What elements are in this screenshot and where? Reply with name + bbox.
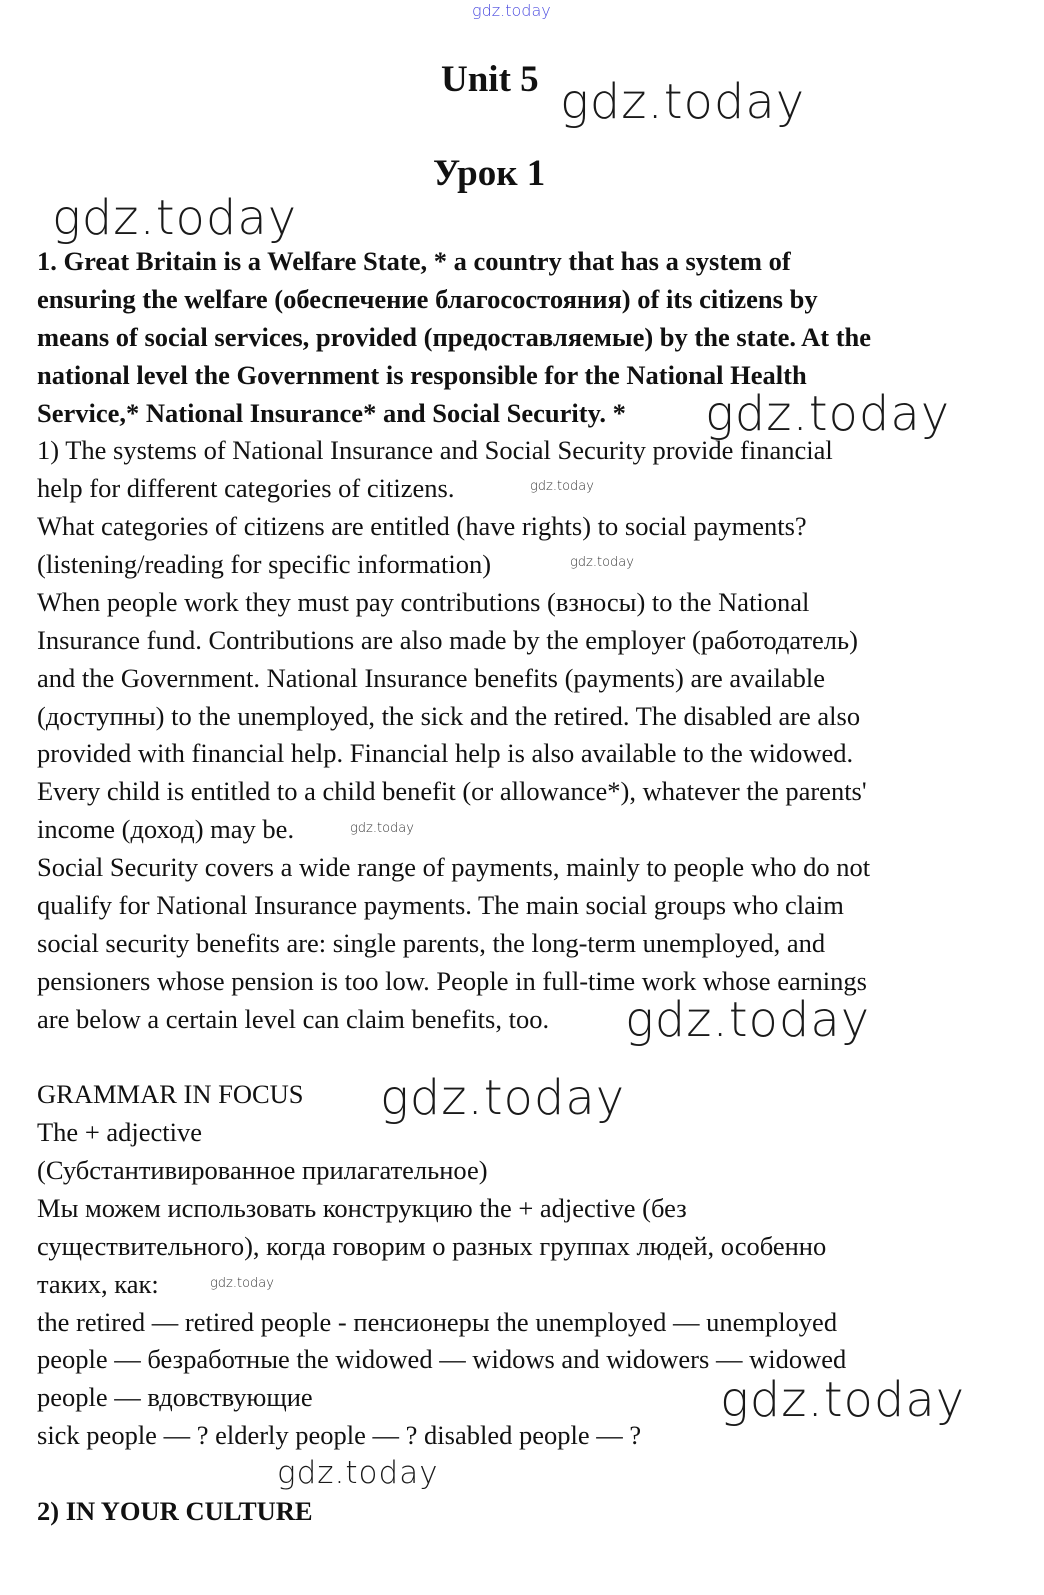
watermark: gdz.today (210, 1276, 274, 1291)
text-line: Service,* National Insurance* and Social Security. * (37, 397, 626, 428)
text-line: Insurance fund. Contributions are also made by the employer (работодатель) (37, 624, 858, 655)
watermark: gdz.today (720, 1372, 966, 1428)
watermark-top: gdz.today (472, 1, 551, 20)
watermark: gdz.today (52, 190, 298, 246)
text-line: таких, как: (37, 1268, 159, 1299)
text-line: GRAMMAR IN FOCUS (37, 1079, 304, 1110)
text-line: national level the Government is responsible for the National Health (37, 359, 807, 390)
watermark: gdz.today (705, 386, 951, 442)
lesson-title: Урок 1 (433, 153, 546, 194)
text-line: (Субстантивированное прилагательное) (37, 1155, 488, 1185)
watermark: gdz.today (560, 74, 806, 130)
text-line: Social Security covers a wide range of payments, mainly to people who do not (37, 852, 871, 882)
unit-title: Unit 5 (441, 59, 539, 100)
watermark: gdz.today (570, 555, 634, 570)
text-line: 1. Great Britain is a Welfare State, * a country that has a system of (37, 246, 791, 276)
text-line: the retired — retired people - пенсионеры the unemployed — unemployed (37, 1306, 838, 1337)
text-line: sick people — ? elderly people — ? disabled people — ? (37, 1420, 642, 1451)
text-line: income (доход) may be. (37, 814, 295, 845)
text-line: 1) The systems of National Insurance and Social Security provide financial (37, 435, 833, 466)
watermark: gdz.today (625, 992, 871, 1048)
text-line: The + adjective (37, 1117, 203, 1148)
text-line: are below a certain level can claim benefits, too. (37, 1003, 550, 1034)
text-line: (доступны) to the unemployed, the sick and the retired. The disabled are also (37, 700, 861, 731)
text-line: and the Government. National Insurance benefits (payments) are available (37, 662, 826, 693)
text-line: Every child is entitled to a child benefit (or allowance*), whatever the parents' (37, 776, 867, 807)
watermark: gdz.today (380, 1070, 626, 1126)
watermark: gdz.today (350, 821, 414, 836)
text-line: pensioners whose pension is too low. People in full-time work whose earnings (37, 965, 867, 996)
watermark: gdz.today (277, 1455, 439, 1491)
text-line: Мы можем использовать конструкцию the + adjective (без (37, 1192, 687, 1223)
text-line: What categories of citizens are entitled (have rights) to social payments? (37, 511, 807, 542)
text-line: When people work they must pay contributions (взносы) to the National (37, 586, 810, 617)
text-line: means of social services, provided (предоставляемые) by the state. At the (37, 321, 872, 352)
text-line: ensuring the welfare (обеспечение благосостояния) of its citizens by (37, 283, 818, 314)
text-line: people — безработные the widowed — widows and widowers — widowed (37, 1344, 847, 1375)
text-line: people — вдовствующие (37, 1382, 313, 1413)
text-line: qualify for National Insurance payments. The main social groups who claim (37, 889, 844, 920)
text-line: существительного), когда говорим о разных группах людей, особенно (37, 1230, 827, 1261)
text-line: 2) IN YOUR CULTURE (37, 1495, 313, 1526)
text-line: provided with financial help. Financial help is also available to the widowed. (37, 738, 854, 769)
text-line: help for different categories of citizens. (37, 473, 455, 504)
text-line: social security benefits are: single parents, the long-term unemployed, and (37, 927, 826, 958)
watermark: gdz.today (530, 479, 594, 494)
text-line: (listening/reading for specific information) (37, 549, 492, 579)
